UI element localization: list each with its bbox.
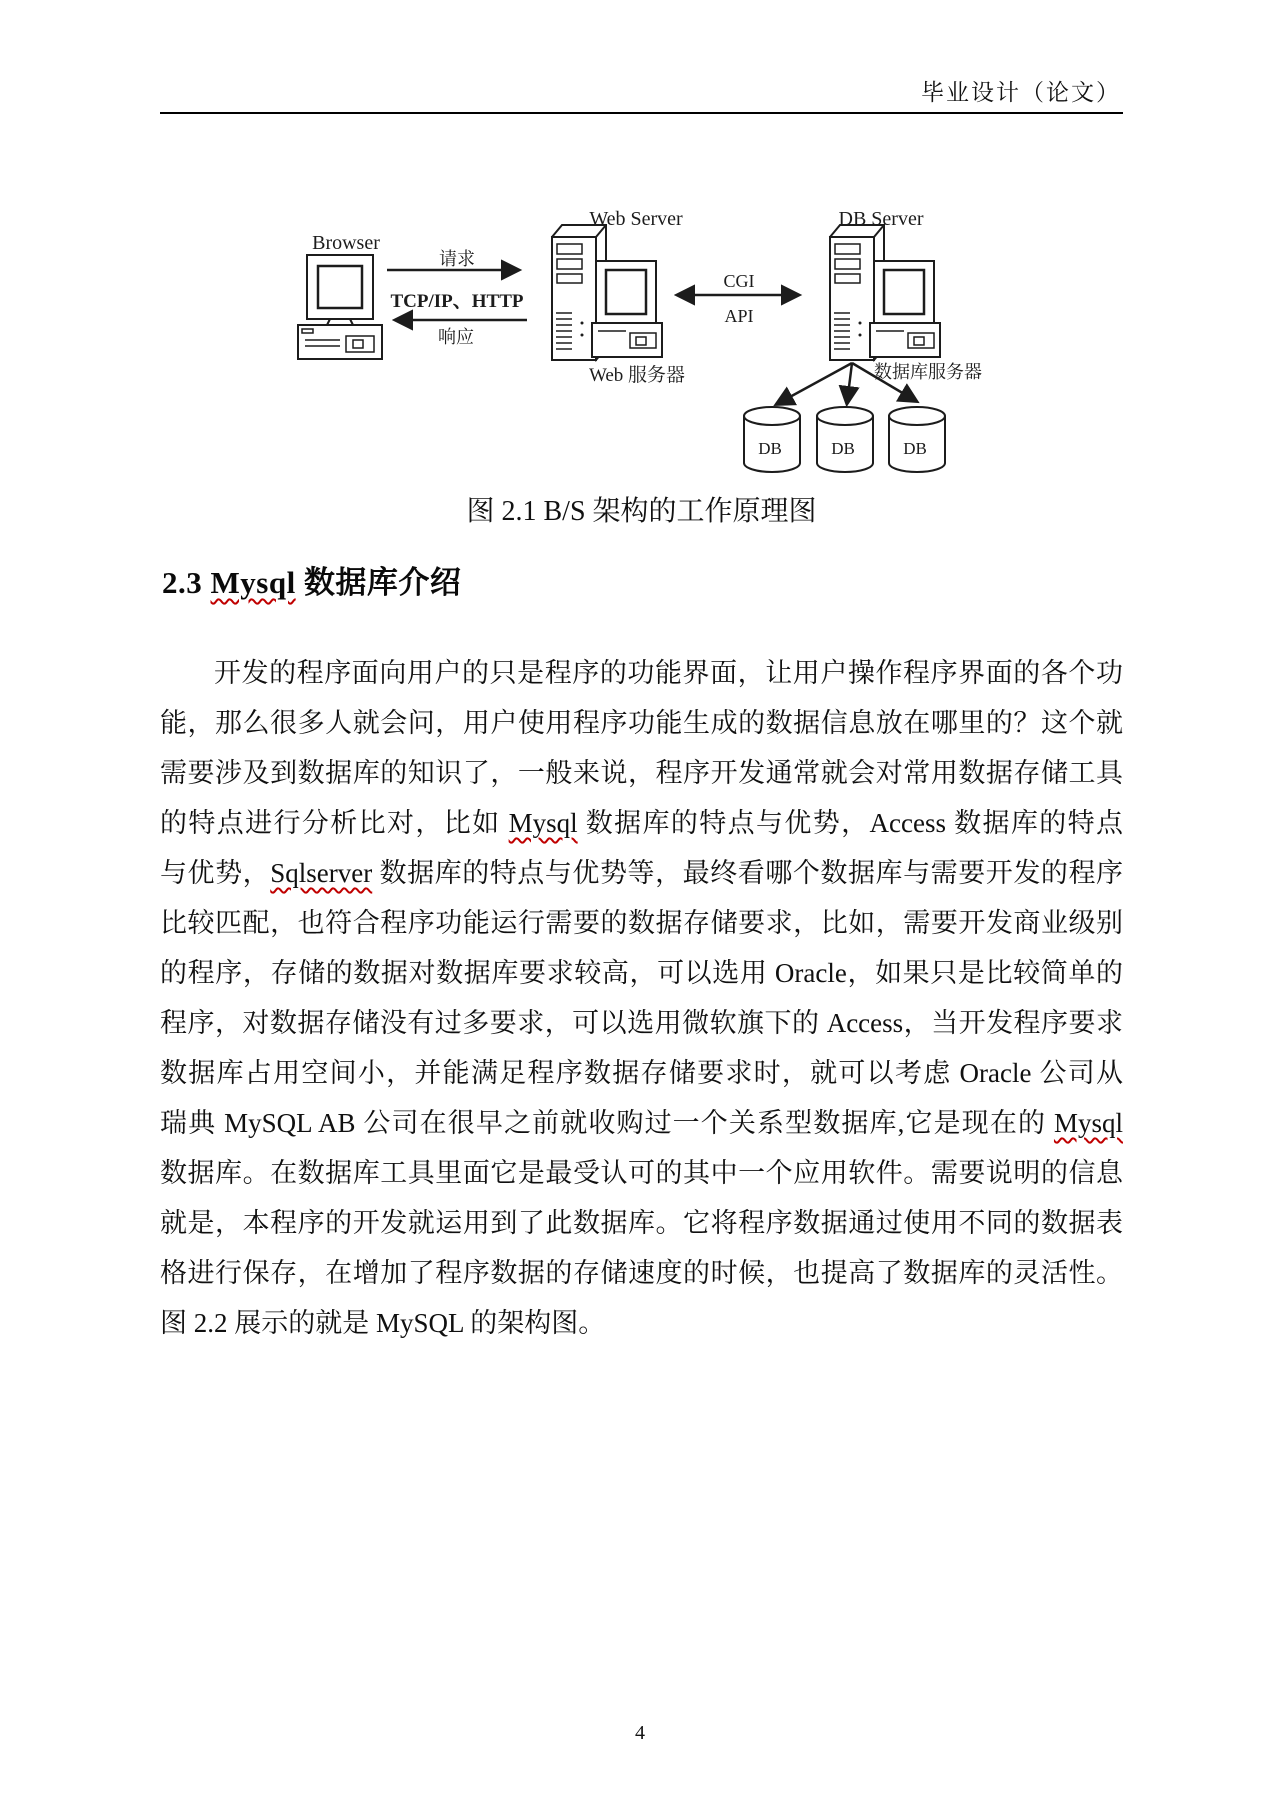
text-segment: 瑞典 MySQL AB 公司在很早之前就收购过一个关系型数据库,它是现在的 xyxy=(160,1108,1054,1138)
text-segment: 的特点进行分析比对，比如 xyxy=(160,808,509,838)
paragraph-line xyxy=(160,898,1123,948)
text-segment: 就是，本程序的开发就运用到了此数据库。它将程序数据通过使用不同的数据表 xyxy=(160,1208,1123,1238)
page-content xyxy=(160,0,1123,1811)
text-segment: 2.3 xyxy=(162,565,211,600)
paragraph-line xyxy=(160,848,1123,898)
figure-label-cgi: CGI xyxy=(723,271,755,291)
paragraph-line xyxy=(160,1198,1123,1248)
text-segment: 格进行保存，在增加了程序数据的存储速度的时候，也提高了数据库的灵活性。 xyxy=(160,1258,1123,1288)
paragraph-line xyxy=(160,698,1123,748)
paragraph-line xyxy=(160,648,1123,698)
paragraph-line xyxy=(160,998,1123,1048)
text-segment: 能，那么很多人就会问，用户使用程序功能生成的数据信息放在哪里的？这个就 xyxy=(160,708,1123,738)
text-segment: 数据库。在数据库工具里面它是最受认可的其中一个应用软件。需要说明的信息 xyxy=(160,1158,1123,1188)
section-heading xyxy=(162,557,461,602)
figure-label-browser: Browser xyxy=(312,232,380,254)
paragraph-line xyxy=(160,1148,1123,1198)
page-number: 4 xyxy=(635,1722,645,1744)
text-segment: 的程序，存储的数据对数据库要求较高，可以选用 Oracle，如果只是比较简单的 xyxy=(160,958,1123,988)
misspelled-word: Mysql xyxy=(508,808,578,838)
paragraph-line xyxy=(160,1248,1123,1298)
figure-label-request: 请求 xyxy=(439,249,475,269)
browser-computer-icon xyxy=(298,255,382,359)
paragraph-line xyxy=(160,1048,1123,1098)
figure-bs-architecture xyxy=(250,195,990,490)
text-segment: 与优势， xyxy=(160,858,271,888)
body-paragraph xyxy=(160,648,1123,1348)
db-cylinder-label: DB xyxy=(831,439,855,458)
db-server-icon xyxy=(830,225,940,360)
paragraph-line xyxy=(160,1098,1123,1148)
figure-label-web-server-cn: Web 服务器 xyxy=(588,365,686,386)
header-divider xyxy=(160,112,1123,114)
db-cylinder-label: DB xyxy=(758,439,782,458)
misspelled-word: Mysql xyxy=(1053,1108,1123,1138)
page-header-title: 毕业设计（论文） xyxy=(921,80,1121,105)
paragraph-line xyxy=(160,1298,1123,1348)
text-segment: 数据库的特点与优势，Access 数据库的特点 xyxy=(577,808,1123,838)
misspelled-word: Mysql xyxy=(210,565,296,600)
db-cylinder-label: DB xyxy=(903,439,927,458)
bs-architecture-diagram xyxy=(250,195,990,487)
figure-caption: 图 2.1 B/S 架构的工作原理图 xyxy=(466,496,817,527)
text-segment: 比较匹配，也符合程序功能运行需要的数据存储要求，比如，需要开发商业级别 xyxy=(160,908,1123,938)
text-segment: 开发的程序面向用户的只是程序的功能界面，让用户操作程序界面的各个功 xyxy=(214,658,1123,688)
figure-label-web-server: Web Server xyxy=(589,208,683,230)
misspelled-word: Sqlserver xyxy=(270,858,373,888)
figure-label-db-server-cn: 数据库服务器 xyxy=(874,362,982,382)
text-segment: 图 2.2 展示的就是 MySQL 的架构图。 xyxy=(160,1308,606,1338)
text-segment: 需要涉及到数据库的知识了，一般来说，程序开发通常就会对常用数据存储工具 xyxy=(160,758,1123,788)
figure-label-protocol: TCP/IP、HTTP xyxy=(390,291,524,312)
figure-label-db-server: DB Server xyxy=(838,208,924,230)
web-server-icon xyxy=(552,225,662,360)
text-segment: 数据库介绍 xyxy=(295,565,462,600)
text-segment: 程序，对数据存储没有过多要求，可以选用微软旗下的 Access，当开发程序要求 xyxy=(160,1008,1123,1038)
text-segment: 数据库占用空间小，并能满足程序数据存储要求时，就可以考虑 Oracle 公司从 xyxy=(160,1058,1123,1088)
paragraph-line xyxy=(160,748,1123,798)
figure-label-response: 响应 xyxy=(438,327,474,347)
paragraph-line xyxy=(160,798,1123,848)
text-segment: 数据库的特点与优势等，最终看哪个数据库与需要开发的程序 xyxy=(372,858,1124,888)
figure-label-api: API xyxy=(724,306,754,326)
paragraph-line xyxy=(160,948,1123,998)
